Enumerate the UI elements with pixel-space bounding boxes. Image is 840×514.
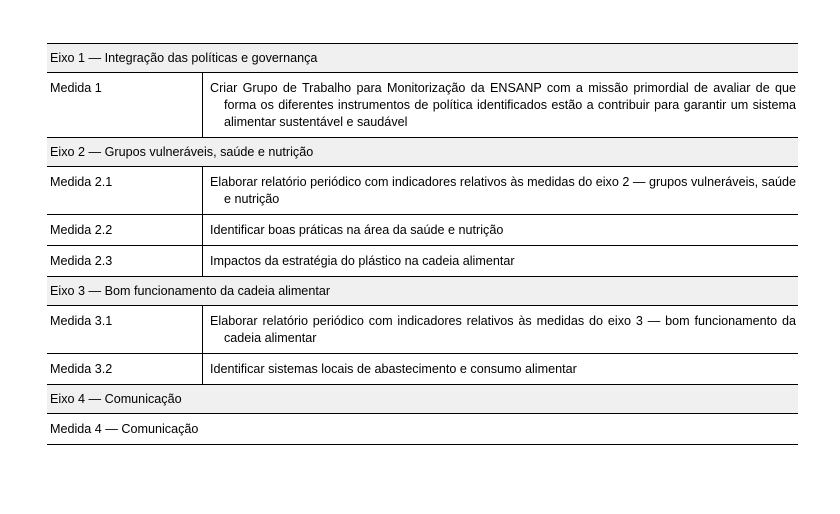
- measures-table: [47, 43, 798, 445]
- measure-description: [203, 354, 798, 384]
- measure-row-2-1: [47, 167, 798, 215]
- measure-row-1: [47, 73, 798, 138]
- measure-row-2-2: [47, 215, 798, 246]
- measure-row-2-3: [47, 246, 798, 277]
- axis-row-1: [47, 44, 798, 73]
- measure-row-3-2: [47, 354, 798, 385]
- measure-label: Medida 2.2: [47, 215, 203, 245]
- measure-label: Medida 1: [47, 73, 203, 137]
- measure-description-text: Criar Grupo de Trabalho para Monitorização da ENSANP com a missão primordial de avaliar de que forma os diferentes instrumentos de política identificados estão a contribuir para garantir um sistema alimentar sustentável e saudável: [210, 81, 796, 129]
- measure-description: [203, 167, 798, 214]
- axis-row-4: [47, 385, 798, 414]
- axis-title: Eixo 1 — Integração das políticas e governança: [50, 51, 318, 65]
- measure-description-text: Impactos da estratégia do plástico na cadeia alimentar: [210, 254, 515, 268]
- axis-title: Eixo 2 — Grupos vulneráveis, saúde e nutrição: [50, 145, 314, 159]
- axis-row-2: [47, 138, 798, 167]
- measure-description: [203, 306, 798, 353]
- measure-description: [203, 246, 798, 276]
- measure-description: [203, 73, 798, 137]
- axis-title: Eixo 4 — Comunicação: [50, 392, 182, 406]
- measure-full-text: Medida 4 — Comunicação: [50, 422, 199, 436]
- measure-description-text: Identificar boas práticas na área da saúde e nutrição: [210, 223, 504, 237]
- measure-description-text: Identificar sistemas locais de abastecimento e consumo alimentar: [210, 362, 577, 376]
- axis-row-3: [47, 277, 798, 306]
- measure-row-4: [47, 414, 798, 445]
- measure-description: [203, 215, 798, 245]
- measure-label: Medida 3.1: [47, 306, 203, 353]
- measure-description-text: Elaborar relatório periódico com indicadores relativos às medidas do eixo 2 — grupos vulneráveis, saúde e nutrição: [210, 175, 796, 206]
- measure-label: Medida 2.1: [47, 167, 203, 214]
- measure-description-text: Elaborar relatório periódico com indicadores relativos às medidas do eixo 3 — bom funcionamento da cadeia alimentar: [210, 314, 796, 345]
- measure-label: Medida 2.3: [47, 246, 203, 276]
- axis-title: Eixo 3 — Bom funcionamento da cadeia alimentar: [50, 284, 331, 298]
- measure-row-3-1: [47, 306, 798, 354]
- measure-label: Medida 3.2: [47, 354, 203, 384]
